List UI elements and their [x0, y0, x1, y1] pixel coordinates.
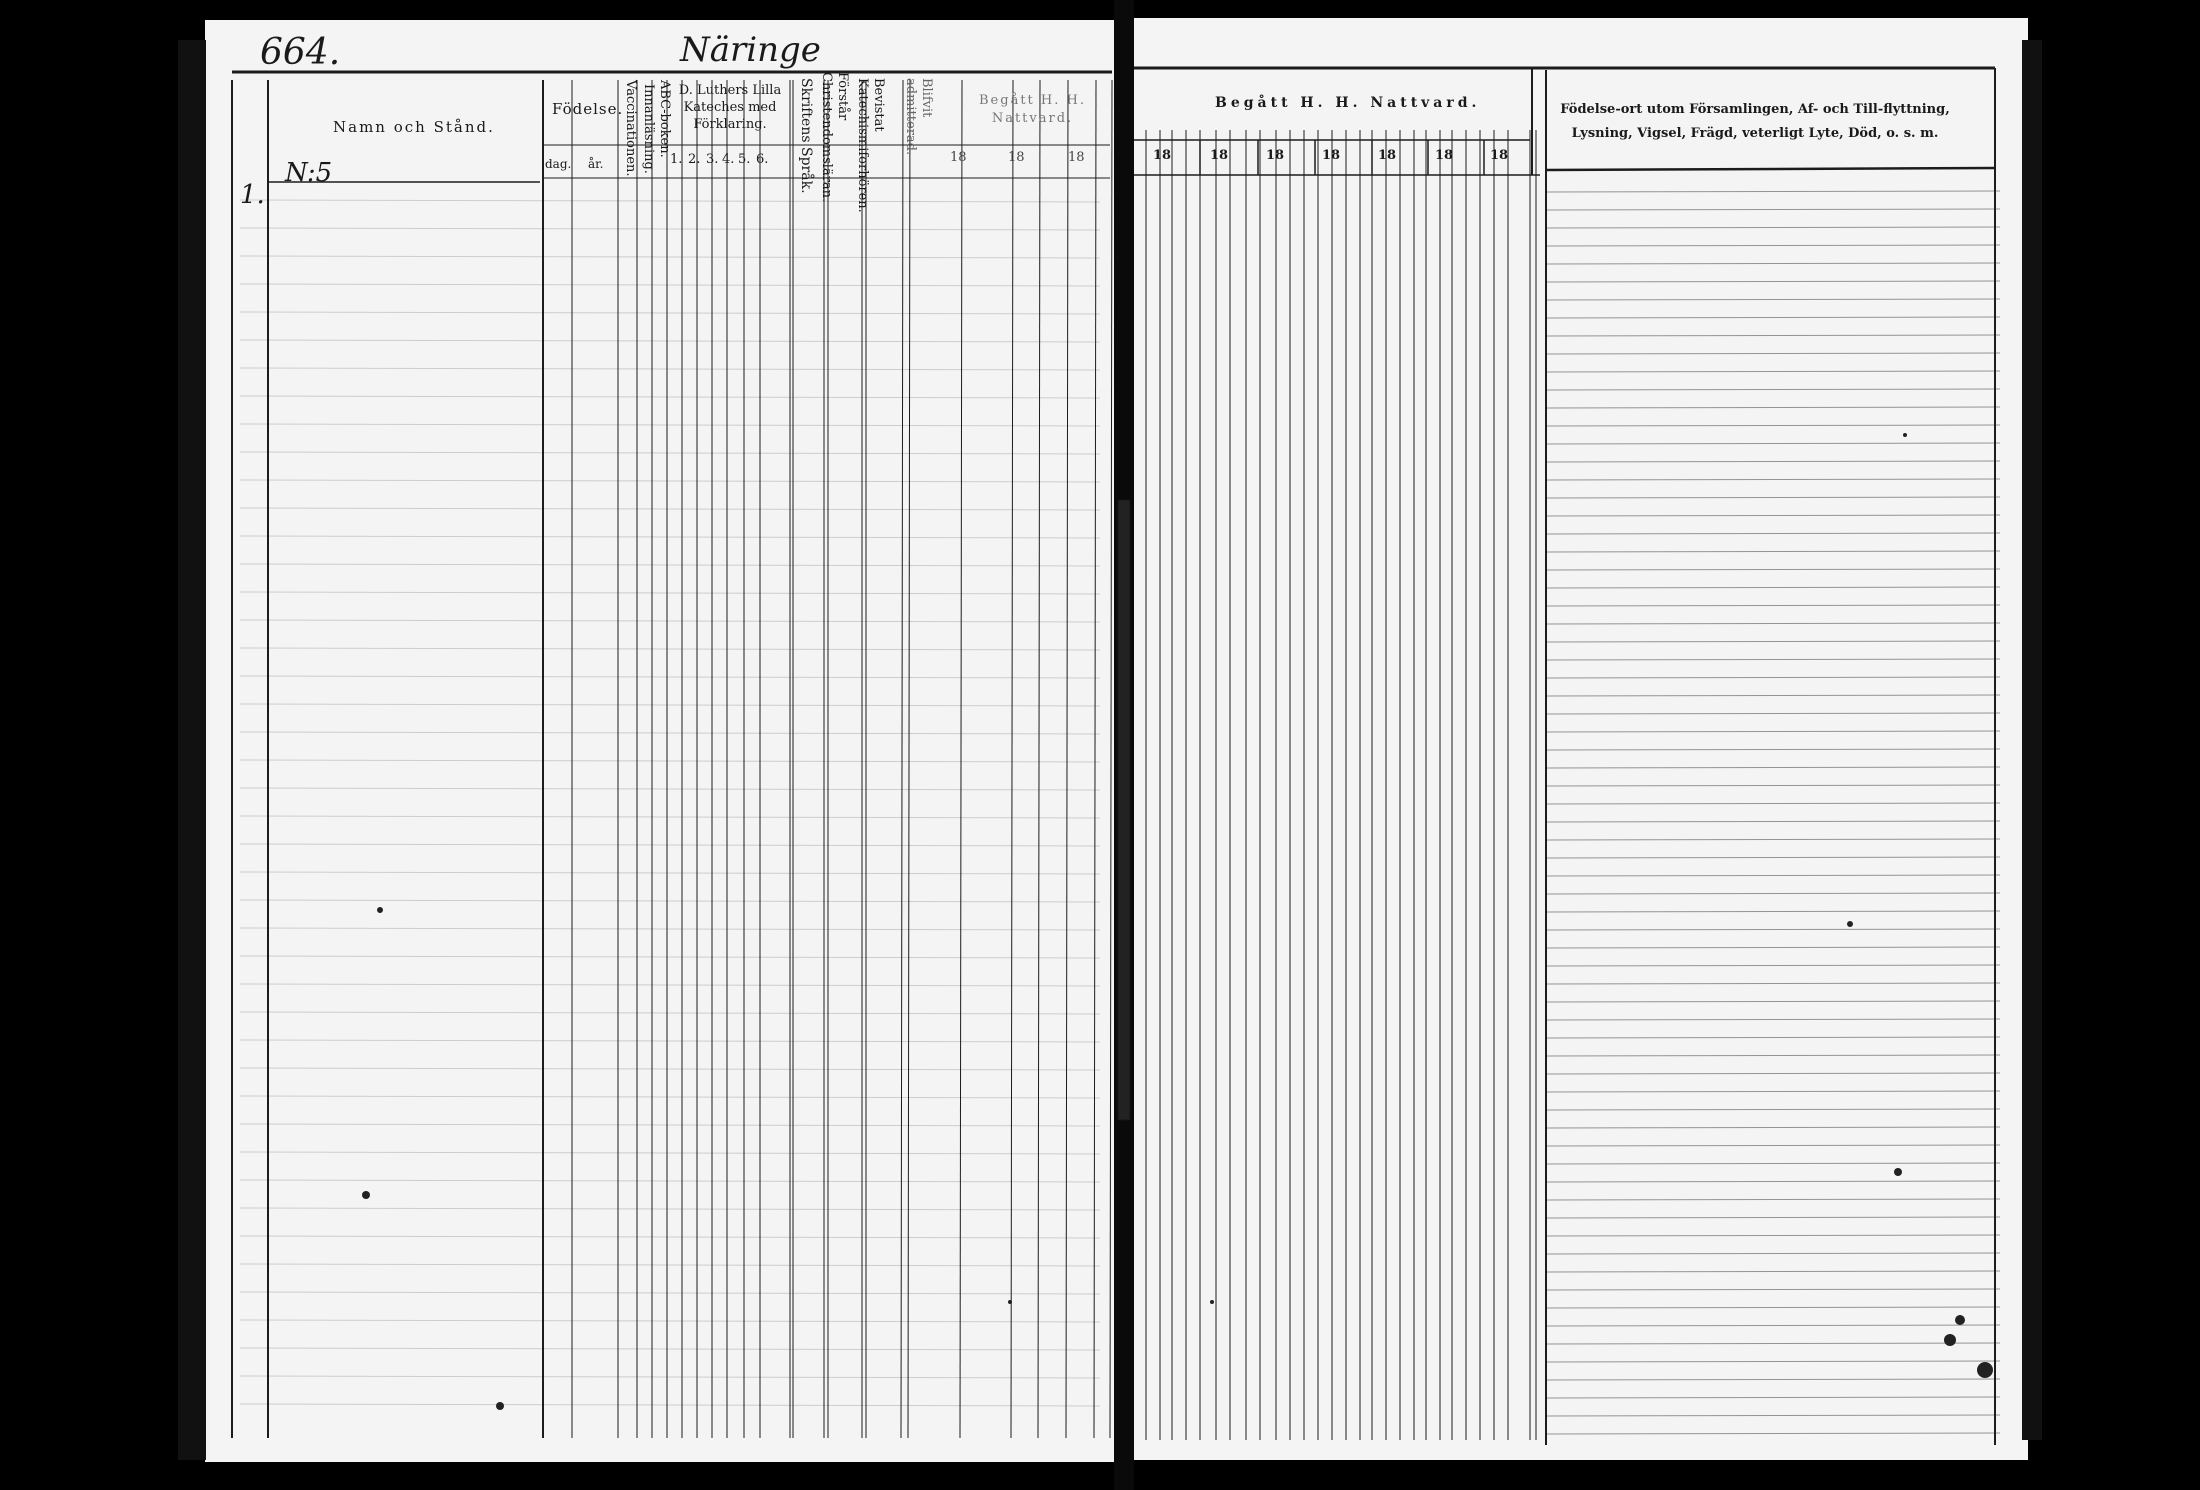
catechism-part-5: 5. — [738, 152, 751, 167]
innanlasning-header: Innanläsning. — [641, 84, 656, 174]
catechism-part-3: 3. — [706, 152, 719, 167]
right-communion-year-1: 18 — [1153, 148, 1172, 163]
birth-header: Födelse. — [552, 100, 624, 118]
communion-admitted-header: Blifvit admitterad. — [903, 78, 934, 156]
catechism-part-1: 1. — [670, 152, 683, 167]
left-communion-year-3: 18 — [1068, 150, 1085, 165]
left-communion-year-1: 18 — [950, 150, 967, 165]
catechism-header: D. Luthers Lilla Kateches med Förklaring. — [678, 83, 782, 132]
right-communion-years — [1150, 148, 1530, 168]
christianity-header: Förstår Christendomsläran. — [819, 72, 850, 203]
page-number: 664. — [260, 32, 341, 73]
right-page — [1132, 18, 2028, 1460]
paper-speck — [496, 1402, 504, 1410]
right-communion-year-5: 18 — [1378, 148, 1397, 163]
left-communion-header: Begått H. H. Nattvard. — [979, 93, 1086, 126]
catechism-part-4: 4. — [722, 152, 735, 167]
paper-speck — [1210, 1300, 1214, 1304]
right-communion-year-6: 18 — [1435, 148, 1454, 163]
parish-name: Näringe — [680, 30, 821, 70]
paper-speck — [1894, 1168, 1902, 1176]
gutter-shadow — [1118, 500, 1130, 1120]
paper-speck — [1008, 1300, 1012, 1304]
catechism-part-2: 2. — [688, 152, 701, 167]
right-communion-year-3: 18 — [1266, 148, 1285, 163]
paper-speck — [1977, 1362, 1993, 1378]
catechism-exam-header: Bevistat Katechismiforhören. — [855, 78, 886, 213]
catechism-part-6: 6. — [756, 152, 769, 167]
paper-speck — [1944, 1334, 1956, 1346]
row-marker: 1. — [240, 180, 265, 210]
paper-speck — [362, 1191, 370, 1199]
right-communion-year-7: 18 — [1490, 148, 1509, 163]
name-header: Namn och Stånd. — [333, 118, 495, 136]
paper-speck — [1847, 921, 1853, 927]
abc-book-header: ABC-boken. — [657, 80, 672, 158]
paper-speck — [1955, 1315, 1965, 1325]
catechism-parts — [670, 152, 790, 172]
remarks-header: Födelse-ort utom Församlingen, Af- och Till-flyttning, Lysning, Vigsel, Frägd, veterligt Lyte, Död, o. s. m. — [1560, 102, 1950, 141]
household-number: N:5 — [285, 158, 333, 188]
left-communion-years — [940, 150, 1115, 170]
birth-year-label: år. — [588, 157, 604, 171]
paper-speck — [377, 907, 383, 913]
right-communion-year-4: 18 — [1322, 148, 1341, 163]
vaccination-header: Vaccinationen. — [623, 80, 638, 177]
right-communion-year-2: 18 — [1210, 148, 1229, 163]
right-communion-header: Begått H. H. Nattvard. — [1215, 95, 1481, 111]
birth-day-label: dag. — [545, 157, 572, 171]
left-communion-year-2: 18 — [1008, 150, 1025, 165]
scripture-header: Skriftens Språk. — [798, 78, 814, 194]
paper-speck — [1903, 433, 1907, 437]
